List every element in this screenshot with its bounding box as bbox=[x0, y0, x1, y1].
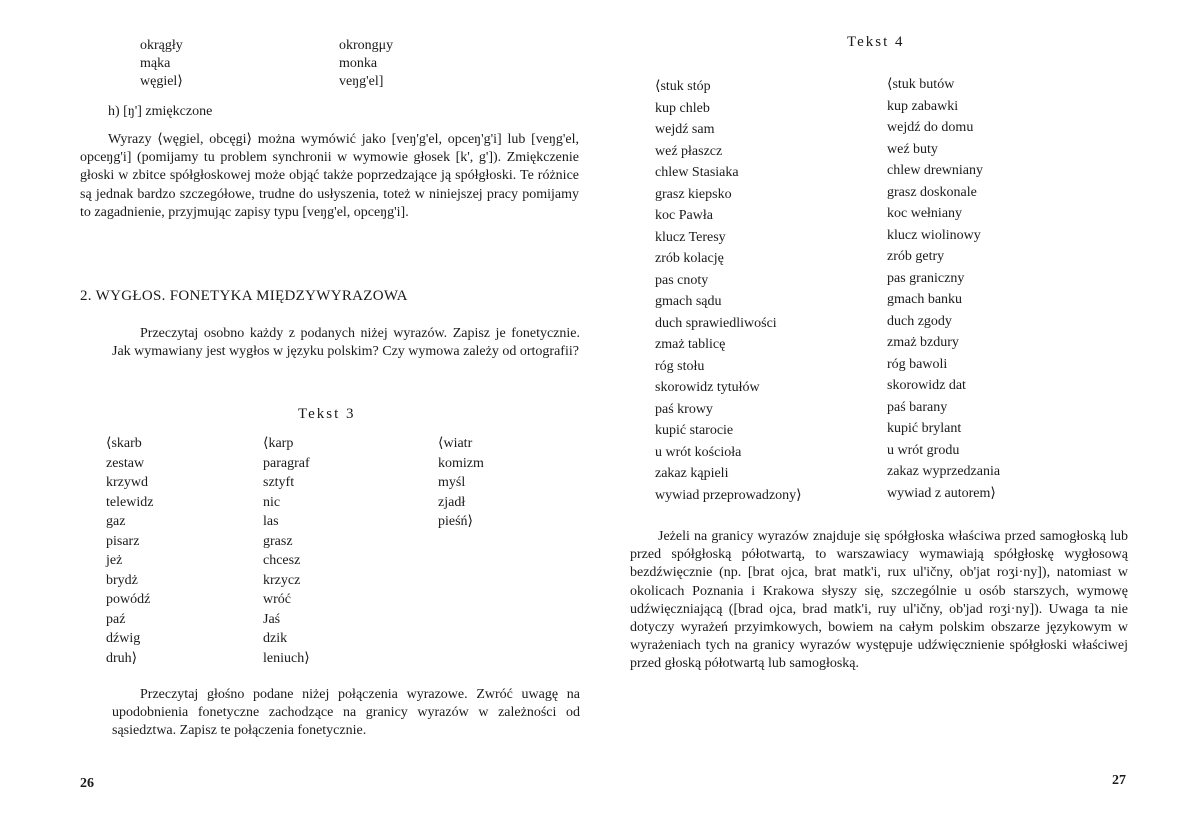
word-item: krzycz bbox=[263, 572, 301, 588]
page-number: 27 bbox=[1112, 773, 1126, 788]
phrase-item: chlew drewniany bbox=[887, 163, 984, 178]
word-item: myśl bbox=[438, 475, 466, 490]
phrase-item: kup zabawki bbox=[887, 98, 959, 114]
word-item: mąka bbox=[140, 56, 171, 71]
word-item: gaz bbox=[106, 514, 126, 529]
section-title: 2. WYGŁOS. FONETYKA MIĘDZYWYRAZOWA bbox=[80, 288, 408, 304]
word-item: paragraf bbox=[263, 455, 310, 471]
top-word-column bbox=[140, 37, 183, 91]
word-item: węgiel⟩ bbox=[140, 74, 183, 89]
word-item: nic bbox=[263, 494, 281, 510]
phrase-item: u wrót kościoła bbox=[655, 444, 742, 460]
word-item: ⟨wiatr bbox=[438, 436, 473, 451]
phrase-item: zmaż bzdury bbox=[887, 335, 959, 350]
phrase-item: róg bawoli bbox=[887, 356, 948, 372]
phrase-item: skorowidz tytułów bbox=[655, 380, 760, 395]
word-item: sztyft bbox=[263, 475, 295, 490]
phrase-item: wejdź sam bbox=[655, 122, 715, 137]
phrase-item: zmaż tablicę bbox=[655, 337, 726, 352]
word-item: okrągły bbox=[140, 38, 183, 53]
text3-column-1 bbox=[106, 434, 153, 668]
phrase-item: kup chleb bbox=[655, 100, 710, 116]
phrase-item: wejdź do domu bbox=[887, 120, 974, 135]
word-item: komizm bbox=[438, 455, 484, 471]
phrase-item: pas graniczny bbox=[887, 270, 965, 286]
phrase-item: u wrót grodu bbox=[887, 442, 960, 458]
word-item: krzywd bbox=[106, 475, 148, 490]
phrase-item: klucz Teresy bbox=[655, 229, 726, 245]
phrase-item: duch zgody bbox=[887, 313, 952, 329]
text4-column-2 bbox=[887, 74, 1000, 504]
text4-title: Tekst 4 bbox=[847, 34, 905, 50]
phrase-item: zakaz kąpieli bbox=[655, 466, 729, 481]
word-item: telewidz bbox=[106, 494, 154, 510]
phonetic-item: monka bbox=[339, 56, 378, 71]
paragraph-voicing: Jeżeli na granicy wyrazów znajduje się spółgłoska właściwa przed samogłoską lub przed spółgłoską półotwartą, to warszawiacy wymawiają spółgłoskę wygłosową bezdźwięcznie (np. [brat ojca, brat matk'i, rux ul'ičny, ob'jat roʒi·ny]), natomiast w okolicach Poznania i Krakowa słyszy się, szczególnie u osób starszych, wymowę udźwięczniającą ([brad ojca, brad matk'i, ruy ul'ičny, ob'jad roʒi·ny]). Uwaga ta nie dotyczy wyrażeń przyimkowych, bowiem na całym polskim obszarze językowym w wyrażeniach tych na granicy wyrazów występuje udźwięcznienie spółgłoski właściwej przed głoską półotwartą lub samogłoską. bbox=[630, 529, 1128, 672]
phrase-item: koc wełniany bbox=[887, 206, 963, 221]
phrase-item: kupić starocie bbox=[655, 423, 734, 438]
text3-title: Tekst 3 bbox=[298, 406, 356, 422]
phrase-item: pas cnoty bbox=[655, 272, 709, 288]
phrase-item: grasz kiepsko bbox=[655, 186, 732, 202]
phrase-item: ⟨stuk butów bbox=[887, 77, 955, 92]
word-item: wróć bbox=[263, 592, 291, 607]
word-item: ⟨karp bbox=[263, 436, 294, 451]
text4-column-1 bbox=[655, 76, 802, 506]
word-item: brydż bbox=[106, 572, 138, 588]
instruction-text4: Przeczytaj głośno podane niżej połączenia wyrazowe. Zwróć uwagę na upodobnienia fonetyczne zachodzące na granicy wyrazów w zależności od sąsiedztwa. Zapisz te połączenia fonetycznie. bbox=[112, 687, 580, 739]
word-item: ⟨skarb bbox=[106, 436, 142, 451]
word-item: zjadł bbox=[438, 494, 466, 510]
phrase-item: weź buty bbox=[887, 141, 938, 157]
word-item: chcesz bbox=[263, 553, 301, 568]
phrase-item: zrób getry bbox=[887, 249, 945, 264]
phrase-item: duch sprawiedliwości bbox=[655, 315, 777, 331]
word-item: jeż bbox=[106, 553, 123, 568]
word-item: dźwig bbox=[106, 631, 141, 646]
phonetic-item: veŋg'el] bbox=[339, 74, 384, 89]
phrase-item: róg stołu bbox=[655, 358, 705, 374]
phrase-item: zrób kolację bbox=[655, 251, 724, 266]
item-h-label: h) [ŋ'] zmiękczone bbox=[108, 104, 213, 119]
word-item: zestaw bbox=[106, 455, 145, 471]
text3-column-3 bbox=[438, 434, 484, 532]
page-number: 26 bbox=[80, 776, 94, 791]
phrase-item: weź płaszcz bbox=[655, 143, 723, 159]
word-item: Jaś bbox=[263, 611, 281, 627]
phrase-item: paś barany bbox=[887, 399, 948, 415]
paragraph-softening: Wyrazy ⟨węgiel, obcęgi⟩ można wymówić jako [veŋ'g'el, opceŋ'g'i] lub [veŋg'el, opceŋg'i] (pomijamy tu problem synchronii w wymowie głosek [k', g']). Zmiękczenie głoski w zbitce spółgłoskowej może objąć także poprzedzające ją spółgłoski. Te różnice są jednak bardzo szczegółowe, trudne do usłyszenia, toteż w niniejszej pracy pomijamy to zagadnienie, przyjmując zapisy typu [veŋg'el, opceŋg'i]. bbox=[80, 132, 579, 220]
word-item: las bbox=[263, 514, 279, 529]
instruction-text3: Przeczytaj osobno każdy z podanych niżej wyrazów. Zapisz je fonetycznie. Jak wymawiany jest wygłos w języku polskim? Czy wymowa zależy od ortografii? bbox=[112, 326, 580, 360]
phrase-item: kupić brylant bbox=[887, 421, 962, 436]
phrase-item: paś krowy bbox=[655, 401, 713, 417]
phrase-item: wywiad przeprowadzony⟩ bbox=[655, 487, 802, 503]
phrase-item: gmach banku bbox=[887, 292, 963, 307]
phrase-item: wywiad z autorem⟩ bbox=[887, 485, 996, 501]
word-item: druh⟩ bbox=[106, 650, 138, 666]
phrase-item: zakaz wyprzedzania bbox=[887, 464, 1001, 479]
phrase-item: chlew Stasiaka bbox=[655, 165, 739, 180]
phonetic-item: okrongμy bbox=[339, 38, 394, 53]
top-phonetic-column bbox=[339, 37, 393, 91]
word-item: paź bbox=[106, 611, 126, 627]
word-item: leniuch⟩ bbox=[263, 650, 310, 666]
word-item: pieśń⟩ bbox=[438, 514, 474, 529]
word-item: dzik bbox=[263, 631, 288, 646]
word-item: pisarz bbox=[106, 533, 140, 549]
word-item: powódź bbox=[106, 592, 151, 607]
phrase-item: klucz wiolinowy bbox=[887, 227, 981, 243]
phrase-item: skorowidz dat bbox=[887, 378, 966, 393]
phrase-item: koc Pawła bbox=[655, 208, 713, 223]
phrase-item: ⟨stuk stóp bbox=[655, 79, 711, 94]
word-item: grasz bbox=[263, 533, 293, 549]
right-page bbox=[600, 0, 1200, 825]
phrase-item: gmach sądu bbox=[655, 294, 722, 309]
phrase-item: grasz doskonale bbox=[887, 184, 977, 200]
text3-column-2 bbox=[263, 434, 310, 668]
